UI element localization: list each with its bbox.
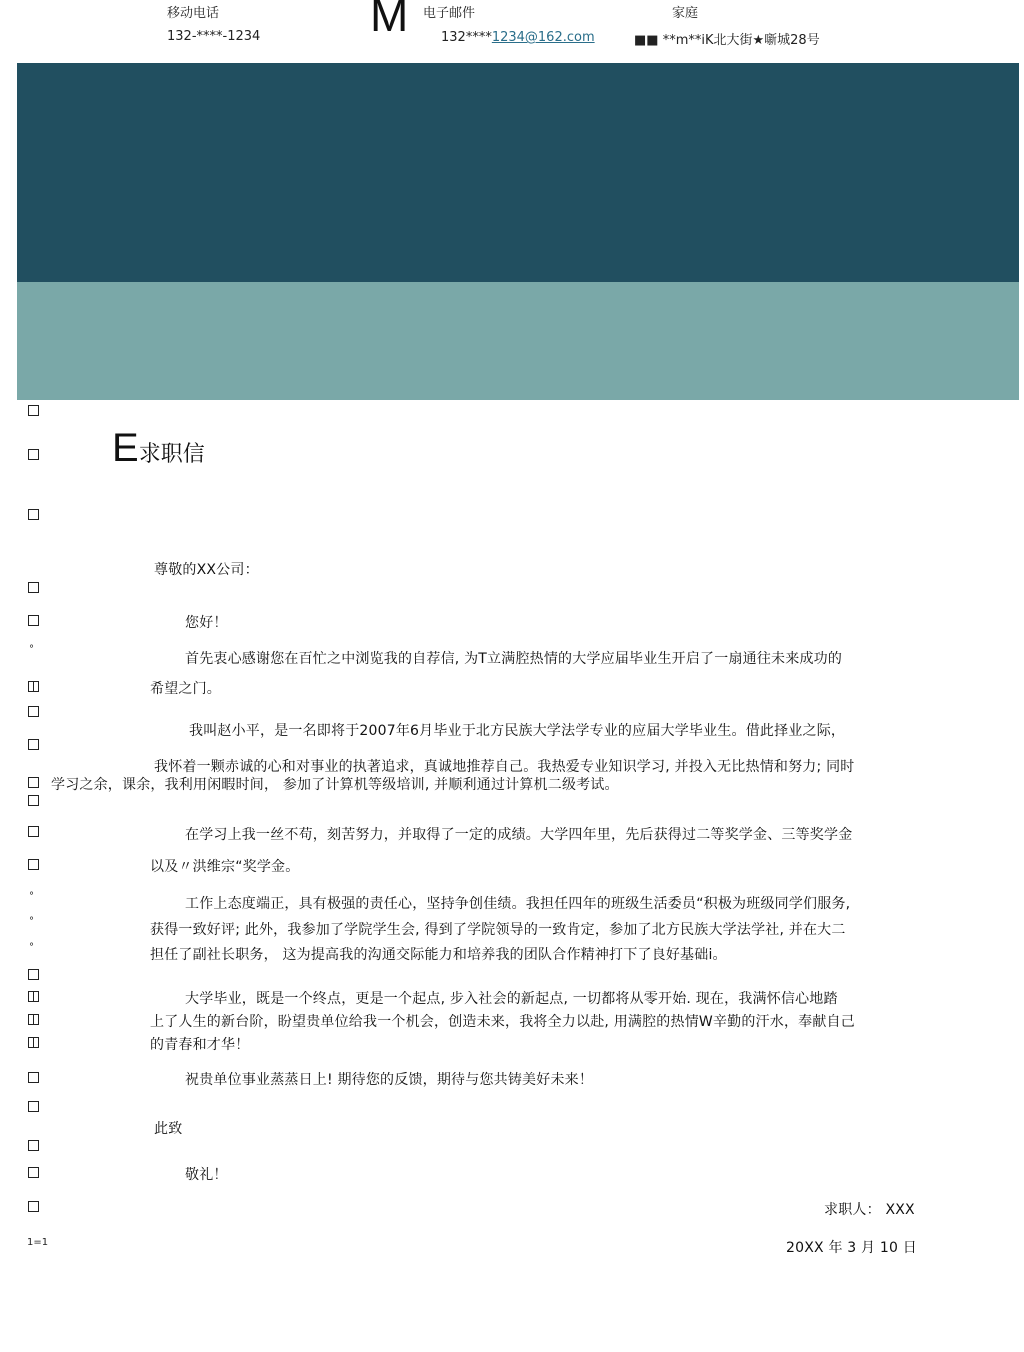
bullet-icon: ° [29,942,34,953]
banner-dark [17,63,1019,282]
paragraph-5-line-2: 上了人生的新台阶，盼望贵单位给我一个机会，创造未来，我将全力以赴, 用满腔的热情W辛勤的汗水，奉献自己 [150,1014,855,1030]
footer-mark: 1=1 [27,1237,49,1248]
bullet-icon: ° [29,891,34,902]
paragraph-3-line-2: 以及〃洪维宗“奖学金。 [150,859,300,875]
title-text: 求职信 [138,442,205,467]
page-title [112,428,205,468]
logo-letter: M [370,0,409,41]
checkbox-icon [28,1140,39,1151]
wish-line: 祝贵单位事业蒸蒸日上! 期待您的反馈，期待与您共铸美好未来！ [185,1072,594,1088]
paragraph-1-line-2: 希望之门。 [150,681,221,697]
home-address: ■■ **m**iK北大街★噺城28号 [634,33,820,48]
paragraph-3-line-1: 在学习上我一丝不苟，刻苦努力，并取得了一定的成绩。大学四年里，先后获得过二等奖学金、三等奖学金 [185,827,853,843]
checkbox-icon [28,681,39,692]
checkbox-icon [28,449,39,460]
paragraph-1-line-1: 首先衷心感谢您在百忙之中浏览我的自荐信, 为T立满腔热情的大学应届毕业生开启了一扇通往未来成功的 [185,651,843,667]
paragraph-5-line-3: 的青春和才华！ [150,1037,250,1053]
checkbox-icon [28,1072,39,1083]
title-prefix: E [112,426,139,470]
email-value [441,30,595,45]
mobile-value: 132-****-1234 [167,29,261,44]
paragraph-2-line-3: 学习之余，课余，我利用闲暇时间， 参加了计算机等级培训, 并顺利通过计算机二级考试。 [51,777,619,793]
checkbox-icon [28,777,39,788]
email-prefix: 132**** [441,30,492,45]
checkbox-icon [28,582,39,593]
paragraph-2-line-1: 我叫赵小平，是一名即将于2007年6月毕业于北方民族大学法学专业的应届大学毕业生。借此择业之际， [189,723,846,739]
checkbox-icon [28,405,39,416]
greeting: 您好！ [185,615,228,631]
checkbox-icon [28,1014,39,1025]
bullet-icon: ° [29,644,34,655]
checkbox-icon [28,1037,39,1048]
checkbox-icon [28,739,39,750]
email-link[interactable]: 1234@162.com [491,30,595,45]
checkbox-icon [28,859,39,870]
banner-light [17,282,1019,400]
salutation: 尊敬的XX公司： [154,562,259,578]
checkbox-icon [28,706,39,717]
checkbox-icon [28,1201,39,1212]
paragraph-2-line-2: 我怀着一颗赤诚的心和对事业的执著追求，真诚地推荐自己。我热爱专业知识学习, 并投入无比热情和努力; 同时 [154,759,855,775]
bullet-icon: ° [29,916,34,927]
checkbox-icon [28,826,39,837]
mobile-label: 移动电话 [167,6,220,21]
paragraph-4-line-2: 获得一致好评; 此外，我参加了学院学生会, 得到了学院领导的一致肯定，参加了北方民族大学法学社, 并在大二 [150,922,846,938]
checkbox-icon [28,1101,39,1112]
checkbox-icon [28,969,39,980]
checkbox-icon [28,991,39,1002]
email-label: 电子邮件 [423,6,476,21]
closing-line-2: 敬礼！ [185,1167,228,1183]
paragraph-4-line-3: 担任了副社长职务， 这为提高我的沟通交际能力和培养我的团队合作精神打下了良好基础i。 [150,947,727,963]
checkbox-icon [28,615,39,626]
paragraph-5-line-1: 大学毕业，既是一个终点，更是一个起点, 步入社会的新起点, 一切都将从零开始. 现在，我满怀信心地踏 [185,991,838,1007]
letter-date: 20XX 年 3 月 10 日 [786,1240,917,1256]
checkbox-icon [28,1167,39,1178]
closing-line-1: 此致 [154,1121,183,1137]
checkbox-icon [28,509,39,520]
checkbox-icon [28,795,39,806]
paragraph-4-line-1: 工作上态度端正，具有极强的责任心，坚持争创佳绩。我担任四年的班级生活委员“积极为班级同学们服务, [185,896,851,912]
home-label: 家庭 [672,6,699,21]
signature: 求职人： XXX [824,1202,915,1218]
